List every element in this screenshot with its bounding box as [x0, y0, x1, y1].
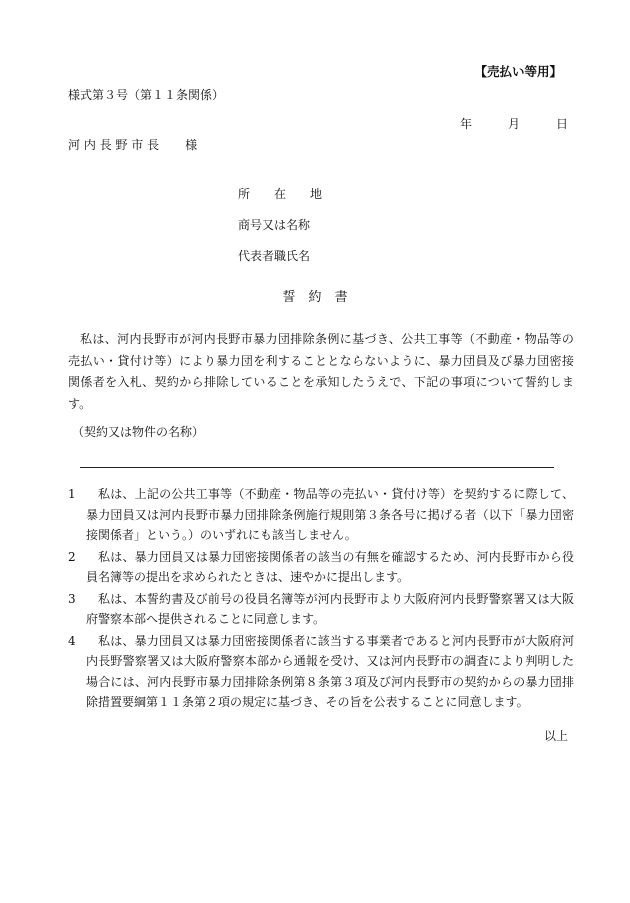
closing-mark: 以上: [543, 729, 568, 743]
item-number: 3: [68, 591, 76, 606]
item-text: 私は、上記の公共工事等（不動産・物品等の売払い・貸付け等）を契約するに際して、暴力団員又は河内長野市暴力団排除条例施行規則第３条各号に掲げる者（以下「暴力団密接関係者」という。）のいずれにも該当しません。: [86, 487, 574, 542]
pledge-item: [68, 631, 574, 713]
form-type-tag: 【売払い等用】: [474, 64, 562, 79]
intro-paragraph: 私は、河内長野市が河内長野市暴力団排除条例に基づき、公共工事等（不動産・物品等の売払い・貸付け等）により暴力団を利することとならないように、暴力団員及び暴力団密接関係者を入札、契約から排除していることを承知したうえで、下記の事項について誓約します。: [68, 332, 574, 411]
item-text: 私は、本誓約書及び前号の役員名簿等が河内長野市より大阪府河内長野警察署又は大阪府警察本部へ提供されることに同意します。: [86, 591, 574, 626]
document-title: 誓 約 書: [282, 290, 348, 305]
field-address-label: 所 在 地: [238, 187, 323, 201]
date-month: 月: [507, 117, 520, 131]
item-text: 私は、暴力団員又は暴力団密接関係者の該当の有無を確認するため、河内長野市から役員名簿等の提出を求められたときは、速やかに提出します。: [86, 549, 574, 584]
contract-name-line: [80, 467, 554, 468]
date-day: 日: [555, 117, 568, 131]
item-number: 4: [68, 633, 76, 648]
addressee-name: 河 内 長 野 市 長: [68, 138, 160, 152]
date-line: [460, 118, 568, 130]
field-representative-label: 代表者職氏名: [238, 249, 311, 263]
date-year: 年: [459, 117, 472, 131]
pledge-items: [68, 484, 574, 714]
pledge-item: [68, 589, 574, 630]
addressee: [68, 139, 197, 151]
form-number: 様式第３号（第１１条関係）: [68, 88, 225, 102]
field-company-name-label: 商号又は名称: [238, 218, 311, 232]
item-text: 私は、暴力団員又は暴力団密接関係者に該当する事業者であると河内長野市が大阪府河内長野警察署又は大阪府警察本部から通報を受け、又は河内長野市の調査により判明した場合には、河内長野市暴力団排除条例第８条第３項及び河内長野市の契約からの暴力団排除措置要綱第１１条第２項の規定に基づき、その旨を公表することに同意します。: [86, 633, 574, 709]
pledge-item: [68, 547, 574, 588]
honorific: 様: [185, 138, 198, 152]
pledge-item: [68, 484, 574, 546]
item-number: 2: [68, 549, 76, 564]
item-number: 1: [68, 487, 76, 501]
contract-name-label: （契約又は物件の名称）: [72, 425, 205, 439]
